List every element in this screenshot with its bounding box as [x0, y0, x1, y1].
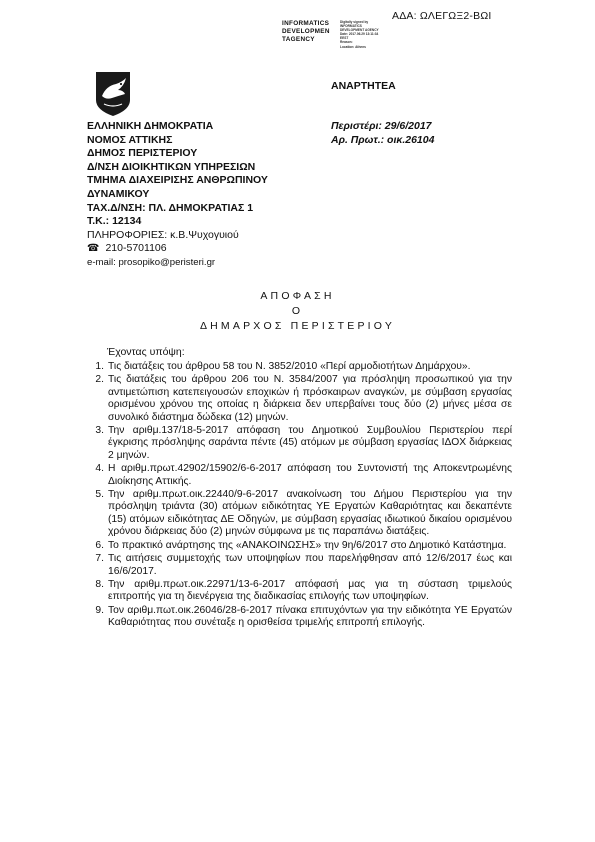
list-item: [88, 463, 512, 488]
stamp-right-line: Date: 2017.06.29 13:11:34: [340, 32, 379, 37]
item-number: 8.: [95, 578, 104, 590]
item-number: 6.: [95, 539, 104, 551]
sender-line: ΤΑΧ.Δ/ΝΣΗ: ΠΛ. ΔΗΜΟΚΡΑΤΙΑΣ 1: [87, 201, 254, 214]
item-number: 3.: [95, 425, 104, 437]
considerations-intro: Έχοντας υπόψη:: [107, 346, 185, 358]
posting-label: ΑΝΑΡΤΗΤΕΑ: [331, 80, 396, 92]
item-number: 1.: [95, 361, 104, 372]
considerations-list: [88, 361, 512, 631]
stamp-right-line: DEVELOPMENT AGENCY: [340, 28, 379, 33]
email-line: e-mail: prosopiko@peristeri.gr: [87, 256, 216, 268]
sender-line: Δ/ΝΣΗ ΔΙΟΙΚΗΤΙΚΩΝ ΥΠΗΡΕΣΙΩΝ: [87, 160, 256, 173]
list-item: [88, 553, 512, 578]
phone-line: [87, 242, 268, 256]
protocol-number: Αρ. Πρωτ.: οικ.26104: [331, 133, 435, 146]
item-number: 5.: [95, 489, 104, 501]
telephone-icon: ☎: [87, 243, 100, 255]
stamp-right-line: Location: Athens: [340, 44, 366, 49]
ada-code: ΑΔΑ: ΩΛΕΓΩΞ2-ΒΩΙ: [392, 10, 492, 22]
stamp-left-line: TAGENCY: [282, 36, 315, 43]
item-number: 4.: [95, 463, 104, 475]
list-item: [88, 361, 512, 373]
stamp-right-line: Digitally signed by: [340, 20, 369, 24]
digital-signature-stamp: [282, 20, 392, 58]
document-title: ΑΠΟΦΑΣΗ: [260, 290, 335, 302]
sender-line: ΕΛΛΗΝΙΚΗ ΔΗΜΟΚΡΑΤΙΑ: [87, 120, 214, 132]
item-number: 7.: [95, 553, 104, 565]
item-text: Την αριθμ.137/18-5-2017 απόφαση του Δημοτικού Συμβουλίου Περιστερίου περί έγκρισης πρόσληψης σαράντα πέντε (45) ατόμων με σύμβαση εργασίας ΙΔΟΧ διάρκειας 2 μηνών.: [108, 425, 512, 461]
list-item: [88, 605, 512, 630]
document-title-issuer: ΔΗΜΑΡΧΟΣ ΠΕΡΙΣΤΕΡΙΟΥ: [199, 320, 396, 332]
item-text: Η αριθμ.πρωτ.42902/15902/6-6-2017 απόφαση του Συντονιστή της Αποκεντρωμένης Διοίκησης Αττικής.: [108, 463, 512, 487]
item-text: Την αριθμ.πρωτ.οικ.22971/13-6-2017 απόφασή μας για τη σύσταση τριμελούς επιτροπής για τη διενέργεια της διαδικασίας επιλογής των υποψηφίων.: [108, 578, 512, 603]
stamp-right-line: EEST: [340, 36, 349, 41]
list-item: [88, 425, 512, 462]
list-item: [88, 540, 512, 552]
item-text: Τον αριθμ.πωτ.οικ.26046/28-6-2017 πίνακα επιτυχόντων για την ειδικότητα ΥΕ Εργατών Καθαριότητας που συνέταξε η ορισθείσα τριμελής επιτροπή επιλογής.: [108, 604, 512, 629]
phone-number: 210-5701106: [105, 242, 167, 255]
document-date: Περιστέρι: 29/6/2017: [331, 120, 432, 132]
sender-block: [87, 120, 268, 270]
dove-emblem-icon: [92, 70, 134, 118]
stamp-left-line: DEVELOPMEN: [282, 28, 330, 35]
list-item: [88, 579, 512, 604]
item-text: Την αριθμ.πρωτ.οικ.22440/9-6-2017 ανακοίνωση του Δήμου Περιστερίου για την πρόσληψη τριάντα (30) ατόμων ειδικότητας ΥΕ Εργατών Καθαριότητας και δεκαπέντε (15) ατόμων ειδικότητας ΔΕ Οδηγών, με σύμβαση εργασίας ιδιωτικού δικαίου ορισμένου χρόνου διάρκειας δύο (2) μηνών σύμφωνα με τις παραπάνω διατάξεις.: [108, 489, 512, 538]
document-title-article: Ο: [291, 305, 304, 317]
sender-line: ΤΜΗΜΑ ΔΙΑΧΕΙΡΙΣΗΣ ΑΝΘΡΩΠΙΝΟΥ: [87, 174, 268, 187]
stamp-agency-name: [282, 20, 330, 44]
item-text: Τις διατάξεις του άρθρου 206 του Ν. 3584/2007 για πρόσληψη προσωπικού για την αντιμετώπιση κατεπειγουσών εποχικών ή πρόσκαιρων αναγκών, με σύμβαση εργασίας ορισμένου χρόνου της οποίας η διάρκεια δεν υπερβαίνει τους δύο (2) μήνες μέσα σε συνολικό διάστημα δώδεκα (12) μηνών.: [108, 374, 512, 423]
stamp-right-line: Reason:: [340, 40, 353, 45]
sender-line: ΝΟΜΟΣ ΑΤΤΙΚΗΣ: [87, 133, 173, 146]
list-item: [88, 374, 512, 424]
item-text: Το πρακτικό ανάρτησης της «ΑΝΑΚΟΙΝΩΣΗΣ» την 9η/6/2017 στο Δημοτικό Κατάστημα.: [108, 539, 507, 551]
stamp-signature-details: [340, 20, 379, 49]
item-number: 2.: [95, 374, 104, 386]
stamp-right-line: INFORMATICS: [340, 24, 362, 29]
list-item: [88, 489, 512, 539]
item-number: 9.: [95, 604, 104, 616]
item-text: Τις διατάξεις του άρθρου 58 του Ν. 3852/2010 «Περί αρμοδιοτήτων Δημάρχου».: [108, 361, 471, 372]
document-meta: [331, 120, 434, 147]
info-contact: ΠΛΗΡΟΦΟΡΙΕΣ: κ.Β.Ψυχογυιού: [87, 228, 239, 241]
stamp-left-line: INFORMATICS: [282, 20, 330, 27]
sender-line: ΔΥΝΑΜΙΚΟΥ: [87, 187, 150, 200]
sender-line: Τ.Κ.: 12134: [87, 215, 142, 228]
item-text: Τις αιτήσεις συμμετοχής των υποψηφίων που παρελήφθησαν από 12/6/2017 έως και 16/6/2017.: [108, 553, 512, 577]
sender-line: ΔΗΜΟΣ ΠΕΡΙΣΤΕΡΙΟΥ: [87, 147, 198, 160]
